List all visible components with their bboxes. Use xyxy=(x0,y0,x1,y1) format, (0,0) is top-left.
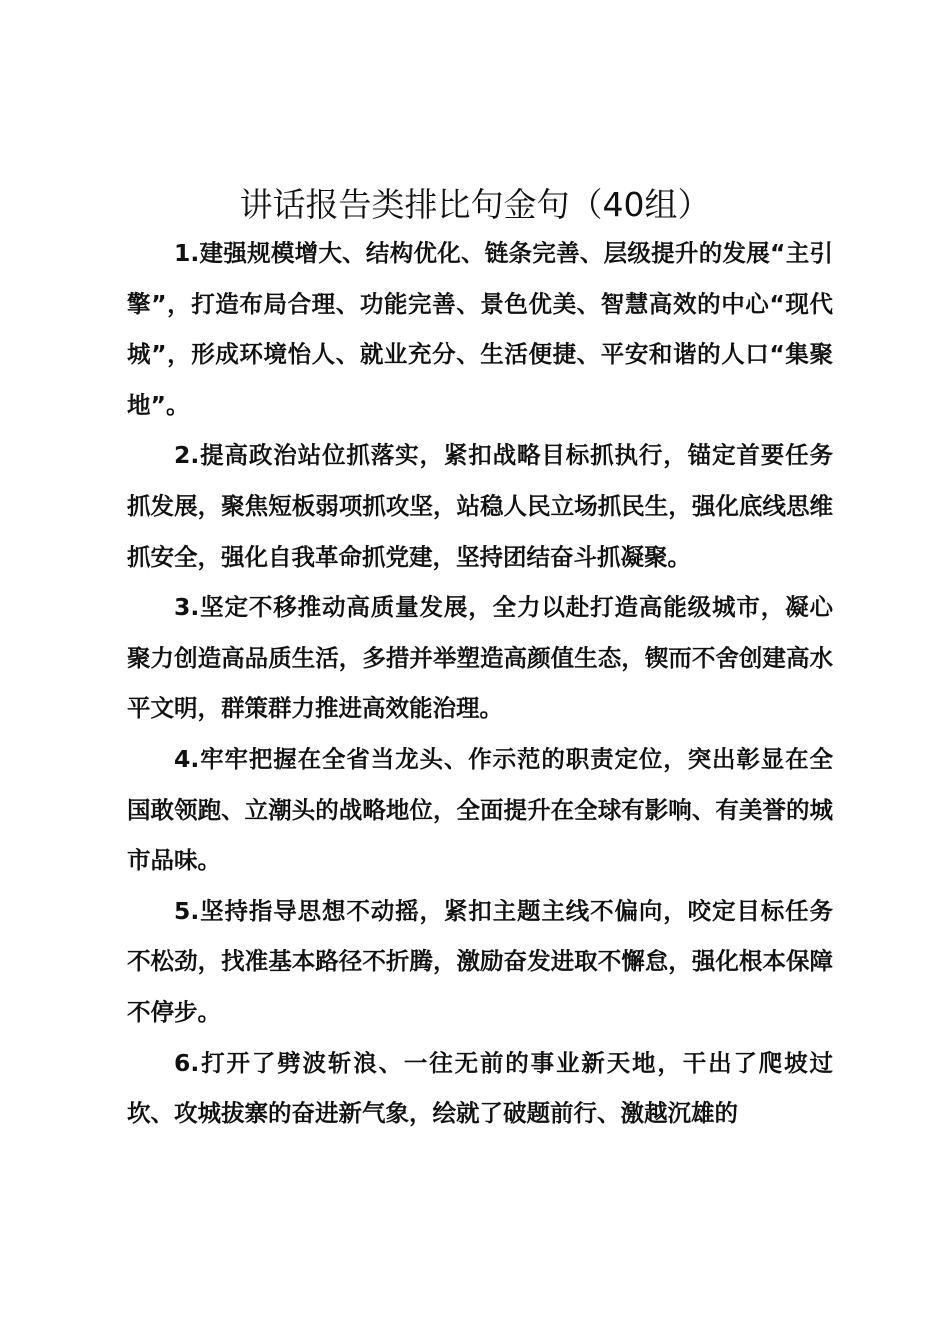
paragraph-2: 2.提高政治站位抓落实，紧扣战略目标抓执行，锚定首要任务抓发展，聚焦短板弱项抓攻坚，站稳人民立场抓民生，强化底线思维抓安全，强化自我革命抓党建，坚持团结奋斗抓凝聚。 xyxy=(127,441,833,571)
paragraph-3: 3.坚定不移推动高质量发展，全力以赴打造高能级城市，凝心聚力创造高品质生活，多措并举塑造高颜值生态，锲而不舍创建高水平文明，群策群力推进高效能治理。 xyxy=(127,593,833,723)
document-body xyxy=(127,228,833,1139)
document-title: 讲话报告类排比句金句（40组） xyxy=(239,185,711,224)
paragraph-1: 1.建强规模增大、结构优化、链条完善、层级提升的发展“主引擎”，打造布局合理、功能完善、景色优美、智慧高效的中心“现代城”，形成环境怡人、就业充分、生活便捷、平安和谐的人口“集聚地”。 xyxy=(127,239,833,419)
paragraph-4: 4.牢牢把握在全省当龙头、作示范的职责定位，突出彰显在全国敢领跑、立潮头的战略地位，全面提升在全球有影响、有美誉的城市品味。 xyxy=(127,744,833,875)
paragraph-6: 6.打开了劈波斩浪、一往无前的事业新天地，干出了爬坡过坎、攻城拔寨的奋进新气象，绘就了破题前行、激越沉雄的 xyxy=(127,1048,833,1128)
paragraph-5: 5.坚持指导思想不动摇，紧扣主题主线不偏向，咬定目标任务不松劲，找准基本路径不折腾，激励奋发进取不懈怠，强化根本保障不停步。 xyxy=(127,896,833,1026)
